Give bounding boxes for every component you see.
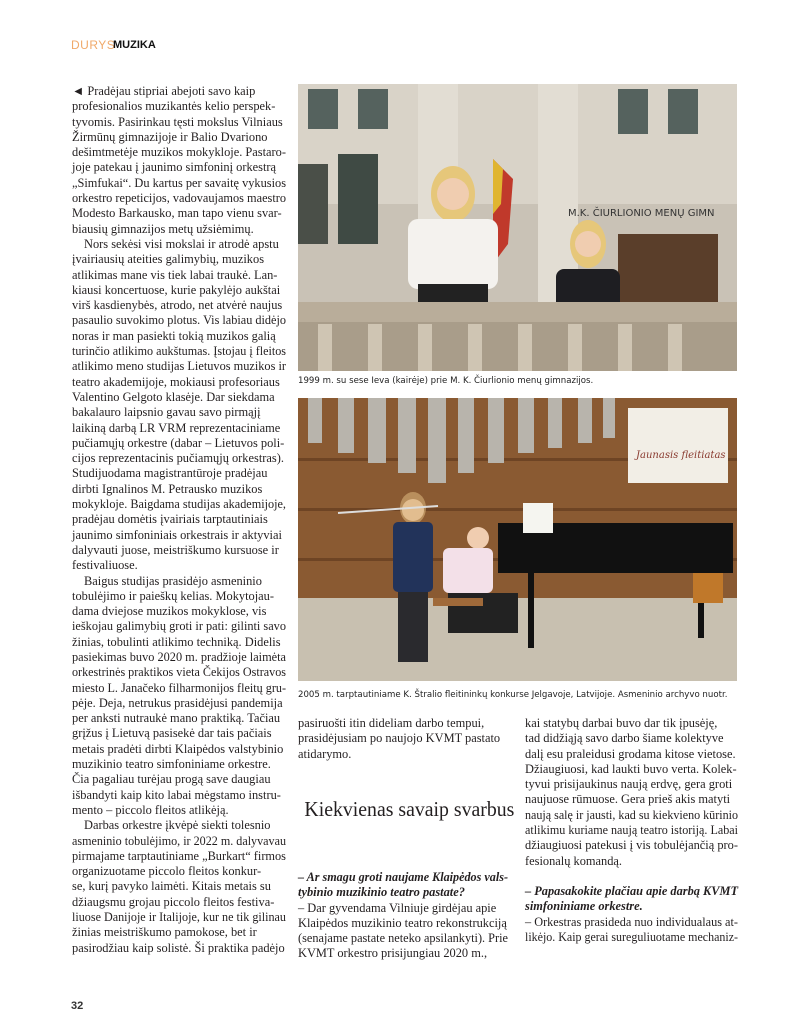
text-line: asmeninio tobulėjimo, ir 2022 m. dalyvavau: [72, 833, 287, 848]
text-line: dalį esu praleidusi grodama kitose vietose.: [525, 746, 736, 761]
text-line: Darbas orkestre įkvėpė siekti tolesnio: [84, 818, 271, 833]
text-line: naujuose rūmuose. Gera prieš akis matyti: [525, 792, 731, 807]
text-line: Baigus studijas prasidėjo asmeninio: [84, 573, 262, 588]
subheading: Kiekvienas savaip svarbus: [304, 797, 515, 821]
page-number: 32: [71, 1000, 84, 1012]
text-line: atidarymo.: [298, 746, 352, 761]
article-column-1: [72, 84, 286, 956]
text-line: Džiaugiuosi, kad laukti buvo verta. Kolek-: [525, 761, 737, 776]
text-line: atlikimu kuriame naują teatro istoriją. Labai: [525, 823, 738, 838]
text-line: pasirodžiau kaip solistė. Ši praktika padėjo: [72, 940, 285, 955]
banner-text: Jaunasis fleitiatas: [636, 450, 726, 461]
text-line: džiaugsmu grojau piccolo fleitos festiva-: [72, 894, 275, 909]
article-column-2-intro: [298, 716, 508, 762]
photo-school: [298, 84, 737, 371]
text-line: pirmajame tarptautiniame „Burkart“ firmos: [72, 848, 286, 863]
text-line: mento – piccolo fleitos atlikėją.: [72, 802, 229, 817]
photo-caption-2: 2005 m. tarptautiniame K. Štralio fleitininkų konkurse Jelgavoje, Latvijoje. Asmeninio archyvo nuotr.: [298, 690, 728, 700]
text-line: kiausi koncertuose, kurie pakylėjo aukštai: [72, 282, 281, 297]
text-line: simfoniniame orkestre.: [525, 899, 643, 914]
text-line: žinias, tobulinti atlikimo techniką. Didelis: [72, 634, 281, 649]
text-line: pasiekimas buvo 2020 m. pradžioje laimėta: [72, 649, 287, 664]
text-line: – Ar smagu groti naujame Klaipėdos vals-: [298, 870, 508, 884]
text-line: tyvomis. Pasirinkau tęsti mokslus Vilniaus: [72, 114, 283, 129]
text-line: cijos reprezentacinis pučiamųjų orkestras).: [72, 451, 284, 466]
text-line: išbandyti kaip kito labai mėgstamo instru-: [72, 787, 281, 802]
text-line: Valentino Gelgoto klasėje. Dar siekdama: [72, 389, 275, 404]
text-line: laikiną darbą LR VRM reprezentaciniame: [72, 420, 281, 435]
text-line: virš kasdienybės, atrodo, net atvėrė naujus: [72, 298, 283, 313]
category-label: MUZIKA: [113, 39, 156, 51]
text-line: turinčio atlikimo aukštumas. Įstojau į fleitos: [72, 344, 286, 359]
text-line: per anksti nutraukė mano praktiką. Tačiau: [72, 711, 281, 726]
text-line: pasaulio suvokimo plotus. Vis labiau didėjo: [72, 313, 286, 328]
text-line: orkestro repeticijos, vadovaujamos maestro: [72, 191, 287, 206]
text-line: likėjo. Kaip gerai sureguliuotame mechaniz-: [525, 929, 739, 944]
text-line: ieškojau galimybių groti ir pati: gilinti savo: [72, 619, 286, 634]
text-line: orkestrinės praktikos vieta Čekijos Ostravos: [72, 665, 286, 680]
text-line: atlikimas mane vis tiek labai traukė. Lan-: [72, 267, 278, 282]
article-column-3: [525, 716, 738, 945]
text-line: ◄ Pradėjau stipriai abejoti savo kaip: [72, 84, 256, 98]
text-line: organizuotame piccolo fleitos konkur-: [72, 864, 262, 879]
text-line: – Orkestras prasideda nuo individualaus at-: [525, 914, 738, 929]
text-line: teatro akademijoje, mokiausi profesoriaus: [72, 374, 280, 389]
text-line: (senajame pastate neteko apsilankyti). Prie: [298, 931, 509, 946]
text-line: tybinio muzikinio teatro pastate?: [298, 885, 465, 900]
text-line: naują salę ir jausti, kad su kiekvieno kūrinio: [525, 807, 738, 822]
text-line: biausių gimnazijos metų užsiėmimų.: [72, 221, 254, 236]
text-line: profesionalios muzikantės kelio perspek-: [72, 99, 276, 114]
text-line: mokykloje. Baigdama studijas akademijoje,: [72, 497, 286, 512]
text-line: Studijuodama magistrantūroje pradėjau: [72, 466, 268, 481]
text-line: kai statybų darbai buvo dar tik įpusėję,: [525, 716, 718, 730]
text-line: žinias meistriškumo pamokose, bet ir: [72, 925, 257, 940]
text-line: – Dar gyvendama Vilniuje girdėjau apie: [298, 900, 497, 915]
text-line: pėje. Deja, netrukus prasidėjusi pandemija: [72, 695, 283, 710]
text-line: miesto L. Janačeko filharmonijos fleitų gru-: [72, 680, 286, 695]
text-line: se, kurį pavyko laimėti. Kitais metais su: [72, 879, 271, 894]
text-line: Žirmūnų gimnazijoje ir Balio Dvariono: [72, 129, 268, 144]
text-line: muzikinio teatro simfoniniame orkestre.: [72, 757, 271, 772]
text-line: joje patekau į jaunimo simfoninį orkestrą: [72, 160, 277, 175]
text-line: atlikimo meno studijas Lietuvos muzikos ir: [72, 359, 286, 374]
text-line: bakalauro laipsnio gavau savo pirmąjį: [72, 405, 261, 420]
text-line: festivaliuose.: [72, 558, 138, 573]
text-line: KVMT orkestro prisijungiau 2020 m.,: [298, 946, 488, 961]
text-line: dirbti Ignalinos M. Petrausko muzikos: [72, 481, 263, 496]
section-label: DURYS: [71, 38, 116, 52]
text-line: tyvui prisijaukinus naują erdvę, gera groti: [525, 777, 733, 792]
text-line: fesionalų komandą.: [525, 853, 623, 868]
text-line: džiaugiuosi patekusi į vis tobulėjančią pro-: [525, 838, 738, 853]
text-line: liuose Danijoje ir Italijoje, kur ne tik gilinau: [72, 910, 287, 925]
text-line: noras ir man pasiekti tokią muzikos galią: [72, 328, 276, 343]
photo-competition: [298, 398, 737, 681]
building-sign: M.K. ČIURLIONIO MENŲ GIMN: [568, 208, 715, 219]
text-line: – Papasakokite plačiau apie darbą KVMT: [525, 883, 739, 898]
text-line: Nors sekėsi visi mokslai ir atrodė apstu: [84, 236, 279, 251]
text-line: jaunimo simfoniniais orkestrais ir aktyviai: [72, 527, 282, 542]
text-line: Modesto Barkausko, man tapo vienu svar-: [72, 206, 282, 221]
text-line: grįžus į Lietuvą pasisekė dar tais pačiais: [72, 726, 272, 741]
text-line: prasidėjusiam po naujojo KVMT pastato: [298, 731, 501, 746]
text-line: pučiamųjų orkestre (dabar – Lietuvos poli-: [72, 435, 285, 450]
text-line: pasiruošti itin dideliam darbo tempui,: [298, 716, 485, 730]
text-line: tobulėjimo ir paieškų kelias. Mokytojau-: [72, 588, 275, 603]
article-column-2-interview: [298, 870, 508, 962]
text-line: pradėjau domėtis įvairiais tarptautiniais: [72, 512, 268, 527]
text-line: dešimtmetėje muzikos mokykloje. Pastaro-: [72, 145, 287, 160]
text-line: dalyvauti juose, meistriškumo kursuose ir: [72, 542, 279, 557]
text-line: metais pradėti dirbti Klaipėdos valstybinio: [72, 741, 284, 756]
text-line: „Simfukai“. Du kartus per savaitę vykusios: [72, 175, 287, 190]
text-line: tad didžiąją savo darbo šiame kolektyve: [525, 731, 724, 746]
text-line: dama dviejose muzikos mokyklose, vis: [72, 604, 267, 619]
photo-caption-1: 1999 m. su sese Ieva (kairėje) prie M. K. Čiurlionio menų gimnazijos.: [298, 376, 594, 386]
text-line: Čia pagaliau turėjau progą save daugiau: [72, 772, 271, 787]
text-line: Klaipėdos muzikinio teatro rekonstrukciją: [298, 915, 507, 930]
text-line: įvairiausių ateities galimybių, muzikos: [72, 252, 265, 267]
